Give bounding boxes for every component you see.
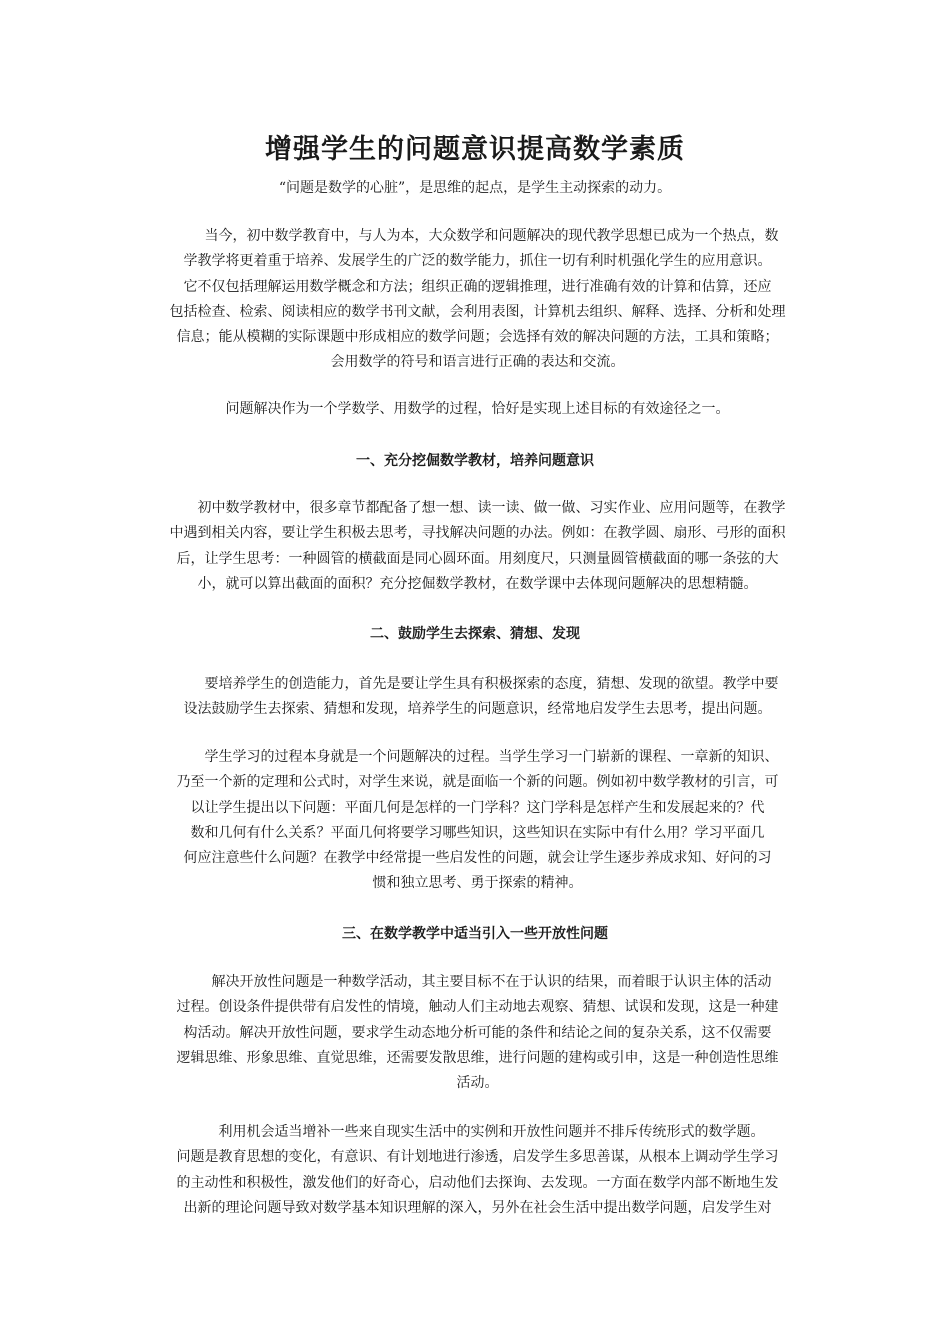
text-line: 以让学生提出以下问题：平面几何是怎样的一门学科？这门学科是怎样产生和发展起来的？代 <box>190 799 765 816</box>
text-line: 的主动性和积极性，激发他们的好奇心，启动他们去探询、去发现。一方面在数学内部不断地生发 <box>176 1174 779 1191</box>
paragraph-section-1 <box>145 496 810 597</box>
paragraph-intro <box>145 224 810 376</box>
section-heading-1: 一、充分挖倔数学教材，培养问题意识 <box>356 453 594 469</box>
paragraph-section-3a <box>145 970 810 1096</box>
text-line: 信息；能从模糊的实际课题中形成相应的数学问题；会选择有效的解决问题的方法，工具和策略； <box>176 329 779 346</box>
document-subtitle: “问题是数学的心脏”，是思维的起点，是学生主动探索的动力。 <box>278 180 672 196</box>
text-line: 出新的理论问题导致对数学基本知识理解的深入，另外在社会生活中提出数学问题，启发学生对 <box>183 1199 772 1216</box>
text-line: 会用数学的符号和语言进行正确的表达和交流。 <box>330 354 625 371</box>
text-line: 问题解决作为一个学数学、用数学的过程，恰好是实现上述目标的有效途径之一。 <box>225 401 730 417</box>
text-line: 中遇到相关内容，要让学生积极去思考，寻找解决问题的办法。例如：在教学圆、扇形、弓形的面积 <box>169 525 786 542</box>
text-line: 后，让学生思考：一种圆管的横截面是同心圆环面。用刻度尺，只测量圆管横截面的哪一条弦的大 <box>176 550 779 567</box>
text-line: 惯和独立思考、勇于探索的精神。 <box>372 875 583 892</box>
text-line: 问题是教育思想的变化，有意识、有计划地进行渗透，启发学生多思善谋，从根本上调动学生学习 <box>176 1149 779 1166</box>
text-line: 包括检查、检索、阅读相应的数学书刊文献，会利用表图，计算机去组织、解释、选择、分析和处理 <box>169 303 786 320</box>
text-line: 过程。创设条件提供带有启发性的情境，触动人们主动地去观察、猜想、试误和发现，这是一种建 <box>176 999 779 1016</box>
text-line: 它不仅包括理解运用数学概念和方法；组织正确的逻辑推理，进行准确有效的计算和估算，还应 <box>183 278 772 295</box>
paragraph-goal <box>145 397 810 422</box>
text-line: 设法鼓励学生去探索、猜想和发现，培养学生的问题意识，经常地启发学生去思考，提出问题。 <box>183 701 772 718</box>
text-line: 要培养学生的创造能力，首先是要让学生具有积极探索的态度，猜想、发现的欲望。教学中要 <box>204 676 779 692</box>
text-line: 学教学将更着重于培养、发展学生的广泛的数学能力，抓住一切有利时机强化学生的应用意识。 <box>183 253 772 270</box>
text-line: 构活动。解决开放性问题，要求学生动态地分析可能的条件和结论之间的复杂关系，这不仅需要 <box>183 1024 772 1041</box>
text-line: 利用机会适当增补一些来自现实生活中的实例和开放性问题并不排斥传统形式的数学题。 <box>218 1124 765 1140</box>
text-line: 乃至一个新的定理和公式时，对学生来说，就是面临一个新的问题。例如初中数学教材的引言，可 <box>176 774 779 791</box>
text-line: 活动。 <box>456 1075 499 1092</box>
text-line: 当今，初中数学教育中，与人为本，大众数学和问题解决的现代教学思想已成为一个热点，数 <box>204 228 779 244</box>
paragraph-section-2a <box>145 672 810 723</box>
text-line: 解决开放性问题是一种数学活动，其主要目标不在于认识的结果，而着眼于认识主体的活动 <box>211 974 772 990</box>
section-heading-3: 三、在数学教学中适当引入一些开放性问题 <box>342 926 608 942</box>
text-line: 数和几何有什么关系？平面几何将要学习哪些知识，这些知识在实际中有什么用？学习平面几 <box>190 824 765 841</box>
text-line: 学生学习的过程本身就是一个问题解决的过程。当学生学习一门崭新的课程、一章新的知识、 <box>204 749 779 765</box>
text-line: 小，就可以算出截面的面积？充分挖倔数学教材，在数学课中去体现问题解决的思想精髓。 <box>197 575 758 592</box>
document-title: 增强学生的问题意识提高数学素质 <box>265 134 685 165</box>
section-heading-2: 二、鼓励学生去探索、猜想、发现 <box>370 626 580 642</box>
paragraph-section-3b <box>145 1120 810 1221</box>
text-line: 何应注意些什么问题？在教学中经常提一些启发性的问题，就会让学生逐步养成求知、好问的习 <box>183 850 772 867</box>
text-line: 逻辑思维、形象思维、直觉思维，还需要发散思维，进行问题的建构或引申，这是一种创造性思维 <box>176 1049 779 1066</box>
paragraph-section-2b <box>145 745 810 897</box>
text-line: 初中数学教材中，很多章节都配备了想一想、读一读、做一做、习实作业、应用问题等，在教学 <box>197 500 786 516</box>
